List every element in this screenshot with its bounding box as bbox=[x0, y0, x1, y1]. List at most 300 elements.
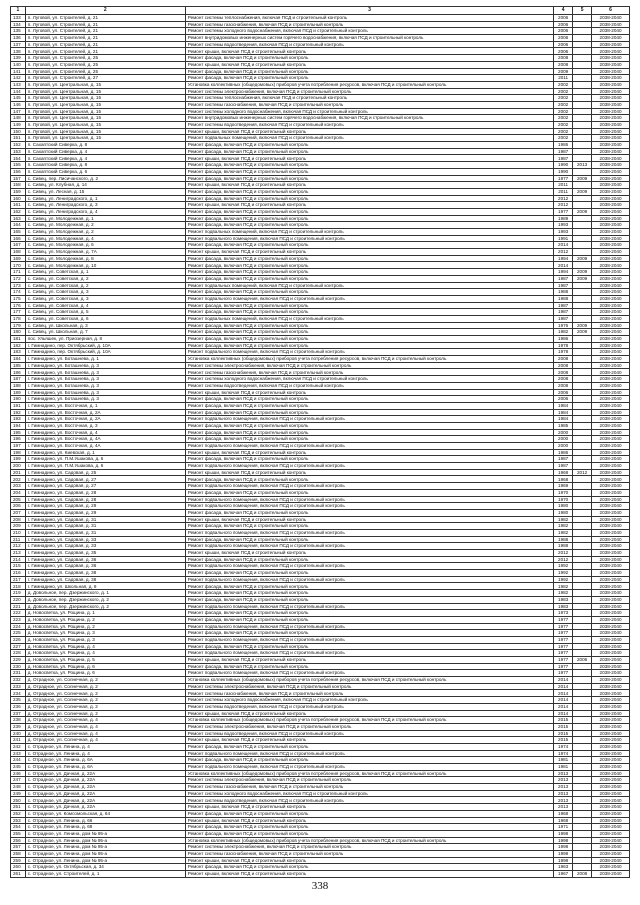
table-row bbox=[11, 770, 630, 777]
planned-period-cell: 2038-2040 bbox=[592, 255, 630, 262]
year-built-cell: 2000 bbox=[554, 429, 573, 436]
work-type-cell: Ремонт подвального помещения, включая ПСД и строительный контроль bbox=[185, 636, 553, 643]
table-row bbox=[11, 670, 630, 677]
planned-period-cell: 2038-2040 bbox=[592, 275, 630, 282]
planned-period-cell: 2038-2040 bbox=[592, 723, 630, 730]
last-repair-cell bbox=[573, 850, 592, 857]
row-number-cell: 134 bbox=[11, 21, 26, 28]
last-repair-cell: 2013 bbox=[573, 162, 592, 169]
address-cell: п. Луговой, ул. Центральная, д. 15 bbox=[25, 101, 185, 108]
work-type-cell: Ремонт подвального помещения, включая ПСД и строительный контроль bbox=[185, 416, 553, 423]
row-number-cell: 146 bbox=[11, 101, 26, 108]
work-type-cell: Ремонт системы электроснабжения, включая ПСД и строительный контроль bbox=[185, 362, 553, 369]
row-number-cell: 154 bbox=[11, 155, 26, 162]
last-repair-cell bbox=[573, 750, 592, 757]
row-number-cell: 140 bbox=[11, 61, 26, 68]
table-row bbox=[11, 336, 630, 343]
table-row bbox=[11, 844, 630, 851]
address-cell: с. Сивец, ул. Школьная, д. 3 bbox=[25, 322, 185, 329]
table-row bbox=[11, 723, 630, 730]
year-built-cell: 1987 bbox=[554, 275, 573, 282]
address-cell: г. Гимнадино, ул. Боташнева, д. 3 bbox=[25, 396, 185, 403]
table-row bbox=[11, 28, 630, 35]
work-type-cell: Ремонт фасада, включая ПСД и строительный контроль bbox=[185, 195, 553, 202]
planned-period-cell: 2038-2040 bbox=[592, 590, 630, 597]
planned-period-cell: 2038-2040 bbox=[592, 830, 630, 837]
planned-period-cell: 2038-2040 bbox=[592, 469, 630, 476]
address-cell: с. Сивец, ул. Молодежная, д. 2 bbox=[25, 229, 185, 236]
address-cell: с. Отрадное, ул. Дачная, д. 22А bbox=[25, 777, 185, 784]
work-type-cell: Ремонт подвального помещения, включая ПСД и строительный контроль bbox=[185, 443, 553, 450]
last-repair-cell bbox=[573, 449, 592, 456]
last-repair-cell bbox=[573, 195, 592, 202]
address-cell: г. Гимнадино, ул. Садовая, д. 27 bbox=[25, 476, 185, 483]
table-row bbox=[11, 463, 630, 470]
work-type-cell: Ремонт крыши, включая ПСД и строительный контроль bbox=[185, 202, 553, 209]
work-type-cell: Ремонт фасада, включая ПСД и строительный контроль bbox=[185, 322, 553, 329]
year-built-cell: 2006 bbox=[554, 21, 573, 28]
address-cell: г. Гимнадино, ул. Восточная, д. 3 bbox=[25, 422, 185, 429]
row-number-cell: 208 bbox=[11, 516, 26, 523]
work-type-cell: Ремонт подвальных помещений, включая ПСД и строительный контроль bbox=[185, 282, 553, 289]
planned-period-cell: 2038-2040 bbox=[592, 249, 630, 256]
last-repair-cell bbox=[573, 817, 592, 824]
address-cell: п. Луговой, ул. Центральная, д. 15 bbox=[25, 115, 185, 122]
address-cell: г. Гимнадино, ул. Киевская, д. 1 bbox=[25, 449, 185, 456]
address-cell: д. Отрадное, ул. Солнечная, д. 2 bbox=[25, 710, 185, 717]
year-built-cell: 2002 bbox=[554, 128, 573, 135]
last-repair-cell bbox=[573, 349, 592, 356]
address-cell: п. Луговой, ул. Строителей, д. 21 bbox=[25, 41, 185, 48]
address-cell: п. Сахаптский Сиверка, д. 4 bbox=[25, 155, 185, 162]
last-repair-cell bbox=[573, 603, 592, 610]
address-cell: п. Луговой, ул. Центральная, д. 15 bbox=[25, 95, 185, 102]
last-repair-cell bbox=[573, 389, 592, 396]
planned-period-cell: 2038-2040 bbox=[592, 188, 630, 195]
year-built-cell: 2006 bbox=[554, 35, 573, 42]
year-built-cell: 1998 bbox=[554, 830, 573, 837]
address-cell: д. Новосветка, ул. Рощина, д. 2 bbox=[25, 623, 185, 630]
address-cell: г. Гимнадино, ул. Садовая, д. 38 bbox=[25, 570, 185, 577]
work-type-cell: Ремонт фасада, включая ПСД и строительный контроль bbox=[185, 456, 553, 463]
row-number-cell: 185 bbox=[11, 362, 26, 369]
address-cell: с. Отрадное, ул. Ленина, дом № 95-а bbox=[25, 844, 185, 851]
address-cell: д. Отрадное, ул. Солнечная, д. 2 bbox=[25, 690, 185, 697]
last-repair-cell bbox=[573, 336, 592, 343]
table-row bbox=[11, 643, 630, 650]
planned-period-cell: 2038-2040 bbox=[592, 21, 630, 28]
page-number: 338 bbox=[311, 880, 329, 892]
last-repair-cell bbox=[573, 630, 592, 637]
year-built-cell: 1992 bbox=[554, 570, 573, 577]
table-row bbox=[11, 215, 630, 222]
table-row bbox=[11, 550, 630, 557]
row-number-cell: 142 bbox=[11, 75, 26, 82]
year-built-cell: 1994 bbox=[554, 269, 573, 276]
row-number-cell: 211 bbox=[11, 536, 26, 543]
year-built-cell: 1977 bbox=[554, 643, 573, 650]
last-repair-cell bbox=[573, 115, 592, 122]
address-cell: г. Гимнадино, ул. Садовая, д. 28 bbox=[25, 489, 185, 496]
year-built-cell: 2009 bbox=[554, 68, 573, 75]
table-row bbox=[11, 202, 630, 209]
planned-period-cell: 2038-2040 bbox=[592, 509, 630, 516]
last-repair-cell bbox=[573, 35, 592, 42]
table-row bbox=[11, 697, 630, 704]
row-number-cell: 169 bbox=[11, 255, 26, 262]
planned-period-cell: 2038-2040 bbox=[592, 362, 630, 369]
planned-period-cell: 2038-2040 bbox=[592, 516, 630, 523]
planned-period-cell: 2038-2040 bbox=[592, 182, 630, 189]
row-number-cell: 174 bbox=[11, 289, 26, 296]
last-repair-cell bbox=[573, 409, 592, 416]
last-repair-cell bbox=[573, 830, 592, 837]
row-number-cell: 138 bbox=[11, 48, 26, 55]
table-row bbox=[11, 55, 630, 62]
address-cell: с. Отрадное, ул. Дачная, д. 22А bbox=[25, 797, 185, 804]
work-type-cell: Ремонт системы электроснабжения, включая ПСД и строительный контроль bbox=[185, 844, 553, 851]
table-row bbox=[11, 804, 630, 811]
table-row bbox=[11, 356, 630, 363]
table-row bbox=[11, 824, 630, 831]
last-repair-cell bbox=[573, 810, 592, 817]
row-number-cell: 144 bbox=[11, 88, 26, 95]
row-number-cell: 135 bbox=[11, 28, 26, 35]
work-type-cell: Ремонт крыши, включая ПСД и строительный контроль bbox=[185, 737, 553, 744]
address-cell: с. Сивец, пер. Лисичанского, д. 2 bbox=[25, 175, 185, 182]
row-number-cell: 167 bbox=[11, 242, 26, 249]
table-row bbox=[11, 409, 630, 416]
row-number-cell: 153 bbox=[11, 148, 26, 155]
planned-period-cell: 2038-2040 bbox=[592, 717, 630, 724]
work-type-cell: Ремонт крыши, включая ПСД и строительный контроль bbox=[185, 817, 553, 824]
work-type-cell: Ремонт подвального помещения, включая ПСД и строительный контроль bbox=[185, 650, 553, 657]
row-number-cell: 166 bbox=[11, 235, 26, 242]
table-row bbox=[11, 830, 630, 837]
last-repair-cell bbox=[573, 610, 592, 617]
table-row bbox=[11, 730, 630, 737]
table-row bbox=[11, 810, 630, 817]
row-number-cell: 241 bbox=[11, 737, 26, 744]
year-built-cell: 1977 bbox=[554, 616, 573, 623]
table-row bbox=[11, 764, 630, 771]
planned-period-cell: 2038-2040 bbox=[592, 443, 630, 450]
row-number-cell: 191 bbox=[11, 402, 26, 409]
planned-period-cell: 2038-2040 bbox=[592, 770, 630, 777]
work-type-cell: Ремонт фасада, включая ПСД и строительный контроль bbox=[185, 509, 553, 516]
address-cell: с. Отрадное, ул. Ленина, д. 6А bbox=[25, 757, 185, 764]
planned-period-cell: 2038-2040 bbox=[592, 496, 630, 503]
table-row bbox=[11, 229, 630, 236]
row-number-cell: 194 bbox=[11, 422, 26, 429]
last-repair-cell bbox=[573, 155, 592, 162]
table-row bbox=[11, 777, 630, 784]
address-cell: г. Гимнадино, ул. Садовая, д. 25 bbox=[25, 469, 185, 476]
row-number-cell: 136 bbox=[11, 35, 26, 42]
planned-period-cell: 2038-2040 bbox=[592, 663, 630, 670]
planned-period-cell: 2038-2040 bbox=[592, 670, 630, 677]
row-number-cell: 179 bbox=[11, 322, 26, 329]
planned-period-cell: 2038-2040 bbox=[592, 195, 630, 202]
address-cell: с. Сивец, ул. Молодежная, д. 6 bbox=[25, 242, 185, 249]
work-type-cell: Ремонт фасада, включая ПСД и строительный контроль bbox=[185, 590, 553, 597]
address-cell: г. Гимнадино, ул. Садовая, д. 33 bbox=[25, 543, 185, 550]
table-row bbox=[11, 168, 630, 175]
year-built-cell: 2011 bbox=[554, 75, 573, 82]
year-built-cell: 2012 bbox=[554, 195, 573, 202]
row-number-cell: 254 bbox=[11, 824, 26, 831]
last-repair-cell bbox=[573, 362, 592, 369]
year-built-cell: 1984 bbox=[554, 409, 573, 416]
year-built-cell: 1986 bbox=[554, 142, 573, 149]
planned-period-cell: 2038-2040 bbox=[592, 382, 630, 389]
table-row bbox=[11, 269, 630, 276]
address-cell: с. Сивец, ул. Советская, д. 2 bbox=[25, 282, 185, 289]
address-cell: с. Сивец, ул. Советская, д. 3 bbox=[25, 289, 185, 296]
work-type-cell: Ремонт крыши, включая ПСД и строительный контроль bbox=[185, 155, 553, 162]
planned-period-cell: 2038-2040 bbox=[592, 15, 630, 22]
year-built-cell: 1984 bbox=[554, 416, 573, 423]
planned-period-cell: 2038-2040 bbox=[592, 81, 630, 88]
work-type-cell: Ремонт системы газоснабжения, включая ПСД и строительный контроль bbox=[185, 784, 553, 791]
table-row bbox=[11, 797, 630, 804]
work-type-cell: Ремонт фасада, включая ПСД и строительный контроль bbox=[185, 663, 553, 670]
table-row bbox=[11, 208, 630, 215]
table-row bbox=[11, 543, 630, 550]
address-cell: п. Луговой, ул. Центральная, д. 15 bbox=[25, 88, 185, 95]
work-type-cell: Ремонт системы электроснабжения, включая ПСД и строительный контроль bbox=[185, 777, 553, 784]
address-cell: г. Гимнадино, ул. Садовая, д. 36 bbox=[25, 563, 185, 570]
address-cell: п. Луговой, ул. Центральная, д. 15 bbox=[25, 81, 185, 88]
work-type-cell: Ремонт фасада, включая ПСД и строительный контроль bbox=[185, 596, 553, 603]
year-built-cell: 2015 bbox=[554, 723, 573, 730]
work-type-cell: Ремонт крыши, включая ПСД и строительный контроль bbox=[185, 857, 553, 864]
row-number-cell: 212 bbox=[11, 543, 26, 550]
work-type-cell: Ремонт системы водоотведения, включая ПСД и строительный контроль bbox=[185, 730, 553, 737]
row-number-cell: 239 bbox=[11, 723, 26, 730]
planned-period-cell: 2038-2040 bbox=[592, 322, 630, 329]
table-row bbox=[11, 275, 630, 282]
year-built-cell: 1978 bbox=[554, 342, 573, 349]
planned-period-cell: 2038-2040 bbox=[592, 229, 630, 236]
table-row bbox=[11, 570, 630, 577]
last-repair-cell bbox=[573, 229, 592, 236]
row-number-cell: 206 bbox=[11, 503, 26, 510]
row-number-cell: 245 bbox=[11, 764, 26, 771]
year-built-cell: 1977 bbox=[554, 663, 573, 670]
table-row bbox=[11, 128, 630, 135]
planned-period-cell: 2038-2040 bbox=[592, 850, 630, 857]
planned-period-cell: 2038-2040 bbox=[592, 864, 630, 871]
year-built-cell: 2006 bbox=[554, 15, 573, 22]
planned-period-cell: 2038-2040 bbox=[592, 409, 630, 416]
planned-period-cell: 2038-2040 bbox=[592, 75, 630, 82]
planned-period-cell: 2038-2040 bbox=[592, 824, 630, 831]
row-number-cell: 180 bbox=[11, 329, 26, 336]
work-type-cell: Ремонт подвальных помещений, включая ПСД и строительный контроль bbox=[185, 315, 553, 322]
work-type-cell: Ремонт фасада, включая ПСД и строительный контроль bbox=[185, 342, 553, 349]
year-built-cell: 1977 bbox=[554, 623, 573, 630]
planned-period-cell: 2038-2040 bbox=[592, 563, 630, 570]
planned-period-cell: 2038-2040 bbox=[592, 683, 630, 690]
year-built-cell: 2002 bbox=[554, 81, 573, 88]
row-number-cell: 248 bbox=[11, 784, 26, 791]
work-type-cell: Ремонт фасада, включая ПСД и строительный контроль bbox=[185, 616, 553, 623]
address-cell: д. Отрадное, ул. Солнечная, д. 2 bbox=[25, 697, 185, 704]
planned-period-cell: 2038-2040 bbox=[592, 790, 630, 797]
year-built-cell: 2015 bbox=[554, 717, 573, 724]
row-number-cell: 252 bbox=[11, 810, 26, 817]
row-number-cell: 224 bbox=[11, 623, 26, 630]
last-repair-cell bbox=[573, 429, 592, 436]
last-repair-cell bbox=[573, 703, 592, 710]
work-type-cell: Ремонт фасада, включая ПСД и строительный контроль bbox=[185, 757, 553, 764]
row-number-cell: 149 bbox=[11, 122, 26, 129]
work-type-cell: Ремонт фасада, включая ПСД и строительный контроль bbox=[185, 262, 553, 269]
planned-period-cell: 2038-2040 bbox=[592, 282, 630, 289]
work-type-cell: Ремонт фасада, включая ПСД и строительный контроль bbox=[185, 68, 553, 75]
work-type-cell: Ремонт фасада, включая ПСД и строительный контроль bbox=[185, 536, 553, 543]
planned-period-cell: 2038-2040 bbox=[592, 616, 630, 623]
table-row bbox=[11, 576, 630, 583]
address-cell: г. Гимнадино, ул. Садовая, д. 35 bbox=[25, 550, 185, 557]
address-cell: д. Отрадное, ул. Солнечная, д. 2 bbox=[25, 683, 185, 690]
work-type-cell: Ремонт фасада, включая ПСД и строительный контроль bbox=[185, 242, 553, 249]
row-number-cell: 181 bbox=[11, 336, 26, 343]
address-cell: с. Сивец, ул. Молодежная, д. 10 bbox=[25, 262, 185, 269]
works-table-body bbox=[11, 7, 630, 878]
work-type-cell: Ремонт системы холодного водоснабжения, включая ПСД и строительный контроль bbox=[185, 697, 553, 704]
row-number-cell: 178 bbox=[11, 315, 26, 322]
planned-period-cell: 2038-2040 bbox=[592, 757, 630, 764]
year-built-cell: 1973 bbox=[554, 610, 573, 617]
table-row bbox=[11, 122, 630, 129]
year-built-cell: 1980 bbox=[554, 509, 573, 516]
planned-period-cell: 2038-2040 bbox=[592, 570, 630, 577]
planned-period-cell: 2038-2040 bbox=[592, 235, 630, 242]
last-repair-cell bbox=[573, 824, 592, 831]
row-number-cell: 204 bbox=[11, 489, 26, 496]
work-type-cell: Ремонт фасада, включая ПСД и строительный контроль bbox=[185, 336, 553, 343]
last-repair-cell bbox=[573, 309, 592, 316]
row-number-cell: 151 bbox=[11, 135, 26, 142]
table-row bbox=[11, 610, 630, 617]
year-built-cell: 1992 bbox=[554, 563, 573, 570]
table-row bbox=[11, 443, 630, 450]
year-built-cell: 2000 bbox=[554, 443, 573, 450]
row-number-cell: 200 bbox=[11, 463, 26, 470]
row-number-cell: 240 bbox=[11, 730, 26, 737]
year-built-cell: 1983 bbox=[554, 596, 573, 603]
planned-period-cell: 2038-2040 bbox=[592, 122, 630, 129]
table-row bbox=[11, 416, 630, 423]
planned-period-cell: 2038-2040 bbox=[592, 697, 630, 704]
address-cell: п. Луговой, ул. Строителей, д. 25 bbox=[25, 68, 185, 75]
planned-period-cell: 2038-2040 bbox=[592, 396, 630, 403]
table-row bbox=[11, 182, 630, 189]
address-cell: с. Сивец, ул. Молодежная, д. 7А bbox=[25, 249, 185, 256]
row-number-cell: 137 bbox=[11, 41, 26, 48]
work-type-cell: Ремонт фасада, включая ПСД и строительный контроль bbox=[185, 329, 553, 336]
last-repair-cell bbox=[573, 616, 592, 623]
work-type-cell: Ремонт системы водоотведения, включая ПСД и строительный контроль bbox=[185, 41, 553, 48]
last-repair-cell bbox=[573, 315, 592, 322]
year-built-cell: 2011 bbox=[554, 182, 573, 189]
year-built-cell: 1977 bbox=[554, 670, 573, 677]
table-row bbox=[11, 135, 630, 142]
year-built-cell: 2014 bbox=[554, 703, 573, 710]
last-repair-cell bbox=[573, 683, 592, 690]
year-built-cell: 2014 bbox=[554, 690, 573, 697]
year-built-cell: 1987 bbox=[554, 282, 573, 289]
last-repair-cell bbox=[573, 249, 592, 256]
work-type-cell: Ремонт крыши, включая ПСД и строительный контроль bbox=[185, 449, 553, 456]
table-row bbox=[11, 503, 630, 510]
table-row bbox=[11, 456, 630, 463]
planned-period-cell: 2038-2040 bbox=[592, 115, 630, 122]
year-built-cell: 2002 bbox=[554, 122, 573, 129]
planned-period-cell: 2038-2040 bbox=[592, 804, 630, 811]
address-cell: с. Сивец, ул. Лениградского, д. 3 bbox=[25, 202, 185, 209]
planned-period-cell: 2038-2040 bbox=[592, 817, 630, 824]
address-cell: с. Сивец, ул. Лесная, д. 15 bbox=[25, 188, 185, 195]
row-number-cell: 192 bbox=[11, 409, 26, 416]
last-repair-cell bbox=[573, 743, 592, 750]
last-repair-cell bbox=[573, 857, 592, 864]
year-built-cell: 1998 bbox=[554, 850, 573, 857]
table-row bbox=[11, 175, 630, 182]
row-number-cell: 168 bbox=[11, 249, 26, 256]
work-type-cell: Ремонт системы водоотведения, включая ПСД и строительный контроль bbox=[185, 703, 553, 710]
row-number-cell: 255 bbox=[11, 830, 26, 837]
last-repair-cell bbox=[573, 677, 592, 684]
work-type-cell: Ремонт системы газоснабжения, включая ПСД и строительный контроль bbox=[185, 21, 553, 28]
table-row bbox=[11, 249, 630, 256]
last-repair-cell bbox=[573, 543, 592, 550]
year-built-cell: 2014 bbox=[554, 262, 573, 269]
row-number-cell: 222 bbox=[11, 610, 26, 617]
table-row bbox=[11, 483, 630, 490]
work-type-cell: Ремонт подвального помещения, включая ПСД и строительный контроль bbox=[185, 623, 553, 630]
year-built-cell: 2013 bbox=[554, 790, 573, 797]
address-cell: п. Луговой, ул. Строителей, д. 27 bbox=[25, 75, 185, 82]
row-number-cell: 170 bbox=[11, 262, 26, 269]
table-row bbox=[11, 48, 630, 55]
planned-period-cell: 2038-2040 bbox=[592, 583, 630, 590]
last-repair-cell bbox=[573, 717, 592, 724]
last-repair-cell bbox=[573, 570, 592, 577]
planned-period-cell: 2038-2040 bbox=[592, 710, 630, 717]
address-cell: с. Отрадное, ул. Строителей, д. 1 bbox=[25, 871, 185, 878]
address-cell: с. Отрадное, ул. Ленина, дом № 95-а bbox=[25, 857, 185, 864]
table-row bbox=[11, 583, 630, 590]
year-built-cell: 1988 bbox=[554, 295, 573, 302]
year-built-cell: 1998 bbox=[554, 857, 573, 864]
year-built-cell: 1987 bbox=[554, 309, 573, 316]
last-repair-cell bbox=[573, 576, 592, 583]
planned-period-cell: 2038-2040 bbox=[592, 128, 630, 135]
table-row bbox=[11, 68, 630, 75]
address-cell: п. Луговой, ул. Строителей, д. 21 bbox=[25, 35, 185, 42]
work-type-cell: Ремонт фасада, включая ПСД и строительный контроль bbox=[185, 743, 553, 750]
work-type-cell: Ремонт подвального помещения, включая ПСД и строительный контроль bbox=[185, 543, 553, 550]
work-type-cell: Ремонт системы газоснабжения, включая ПСД и строительный контроль bbox=[185, 369, 553, 376]
planned-period-cell: 2038-2040 bbox=[592, 536, 630, 543]
planned-period-cell: 2038-2040 bbox=[592, 797, 630, 804]
planned-period-cell: 2038-2040 bbox=[592, 784, 630, 791]
last-repair-cell bbox=[573, 295, 592, 302]
work-type-cell: Ремонт фасада, включая ПСД и строительный контроль bbox=[185, 810, 553, 817]
